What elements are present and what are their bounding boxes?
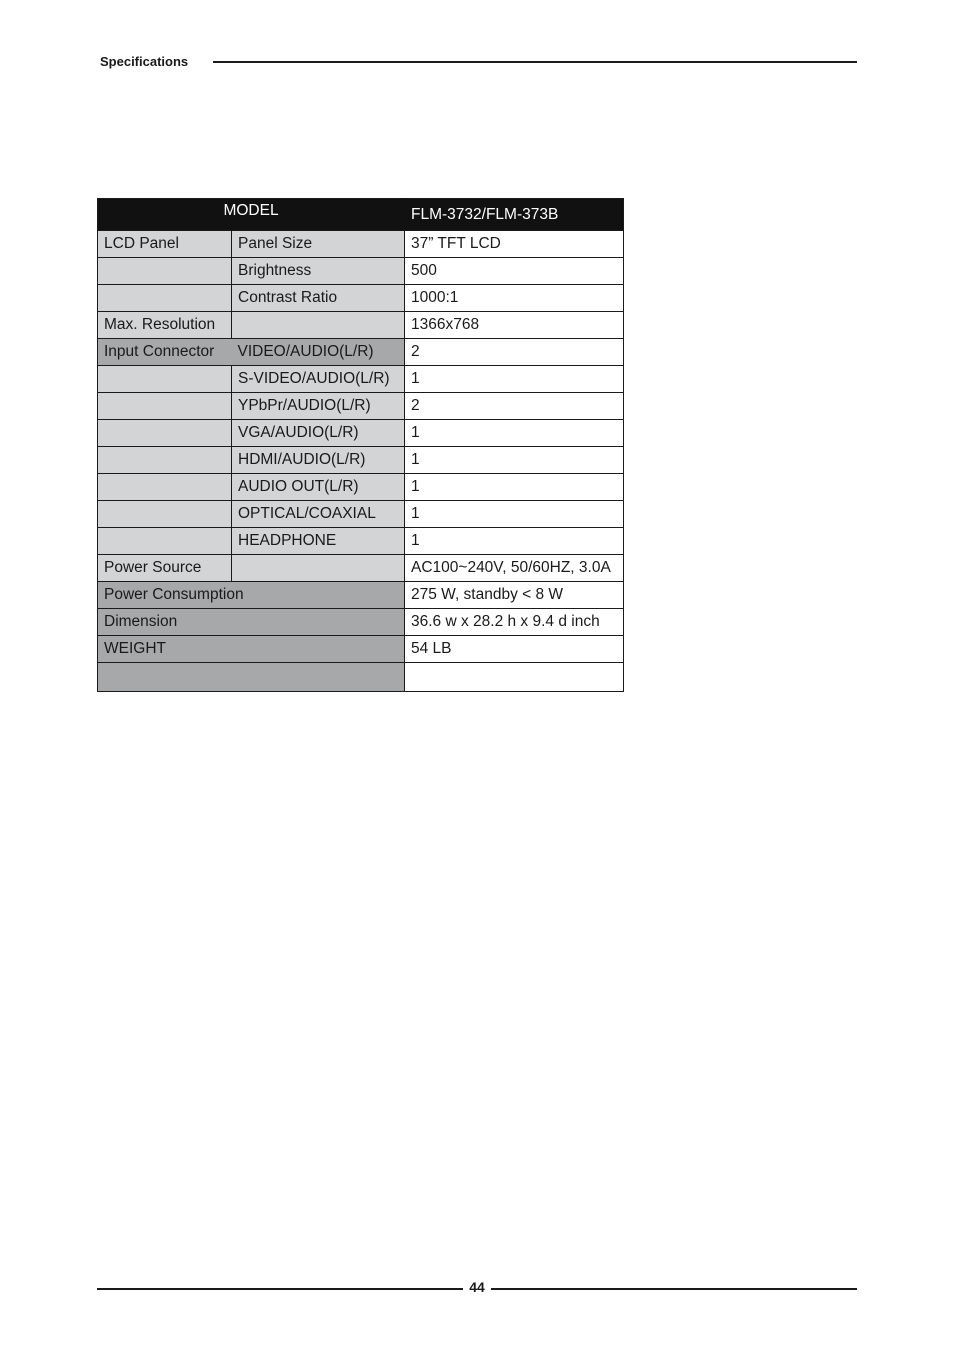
row-category: Max. Resolution: [98, 312, 232, 339]
footer-rule-left: [97, 1288, 463, 1290]
row-category: Power Consumption: [98, 582, 405, 609]
row-item: AUDIO OUT(L/R): [232, 474, 405, 501]
table-row: [98, 528, 624, 555]
row-item: Brightness: [232, 258, 405, 285]
row-category: [98, 366, 232, 393]
row-value: AC100~240V, 50/60HZ, 3.0A: [405, 555, 624, 582]
row-item: [232, 555, 405, 582]
footer-rule-right: [491, 1288, 857, 1290]
row-category: Dimension: [98, 609, 405, 636]
model-value: FLM-3732/FLM-373B: [405, 199, 624, 231]
row-value: 500: [405, 258, 624, 285]
row-item: Panel Size: [232, 231, 405, 258]
table-row: [98, 393, 624, 420]
model-label: MODEL: [98, 199, 405, 231]
row-category: [98, 393, 232, 420]
row-value: 37” TFT LCD: [405, 231, 624, 258]
row-item: HEADPHONE: [232, 528, 405, 555]
row-category: [98, 501, 232, 528]
table-row: [98, 366, 624, 393]
row-value: 1: [405, 528, 624, 555]
row-category: [98, 258, 232, 285]
row-category: Power Source: [98, 555, 232, 582]
row-value: 1: [405, 420, 624, 447]
row-value: [405, 663, 624, 692]
row-value: 275 W, standby < 8 W: [405, 582, 624, 609]
header-rule: [213, 61, 857, 63]
row-value: 36.6 w x 28.2 h x 9.4 d inch: [405, 609, 624, 636]
row-category: [98, 447, 232, 474]
table-row: [98, 636, 624, 663]
table-row: [98, 474, 624, 501]
table-row: [98, 582, 624, 609]
row-item: Contrast Ratio: [232, 285, 405, 312]
row-value: 1000:1: [405, 285, 624, 312]
row-value: 54 LB: [405, 636, 624, 663]
row-category: [98, 663, 405, 692]
table-row: [98, 312, 624, 339]
table-row: [98, 339, 624, 366]
row-category: [98, 528, 232, 555]
row-value: 1: [405, 366, 624, 393]
table-row: [98, 663, 624, 692]
row-category: [98, 420, 232, 447]
row-item: YPbPr/AUDIO(L/R): [232, 393, 405, 420]
row-value: 2: [405, 393, 624, 420]
row-item: VIDEO/AUDIO(L/R): [232, 339, 405, 366]
specifications-table: [97, 198, 624, 692]
row-value: 1: [405, 474, 624, 501]
table-row: [98, 285, 624, 312]
row-category: [98, 474, 232, 501]
row-item: S-VIDEO/AUDIO(L/R): [232, 366, 405, 393]
row-category: LCD Panel: [98, 231, 232, 258]
row-category: Input Connector: [98, 339, 232, 366]
row-item: HDMI/AUDIO(L/R): [232, 447, 405, 474]
row-value: 2: [405, 339, 624, 366]
table-row: [98, 555, 624, 582]
table-row: [98, 609, 624, 636]
table-header-row: [98, 199, 624, 231]
row-value: 1: [405, 501, 624, 528]
row-value: 1: [405, 447, 624, 474]
section-title: Specifications: [100, 54, 189, 69]
row-category: [98, 285, 232, 312]
table-row: [98, 501, 624, 528]
row-item: VGA/AUDIO(L/R): [232, 420, 405, 447]
row-value: 1366x768: [405, 312, 624, 339]
table-row: [98, 231, 624, 258]
table-row: [98, 447, 624, 474]
page-number: 44: [469, 1279, 485, 1295]
row-item: OPTICAL/COAXIAL: [232, 501, 405, 528]
row-item: [232, 312, 405, 339]
table-row: [98, 420, 624, 447]
table-row: [98, 258, 624, 285]
row-category: WEIGHT: [98, 636, 405, 663]
